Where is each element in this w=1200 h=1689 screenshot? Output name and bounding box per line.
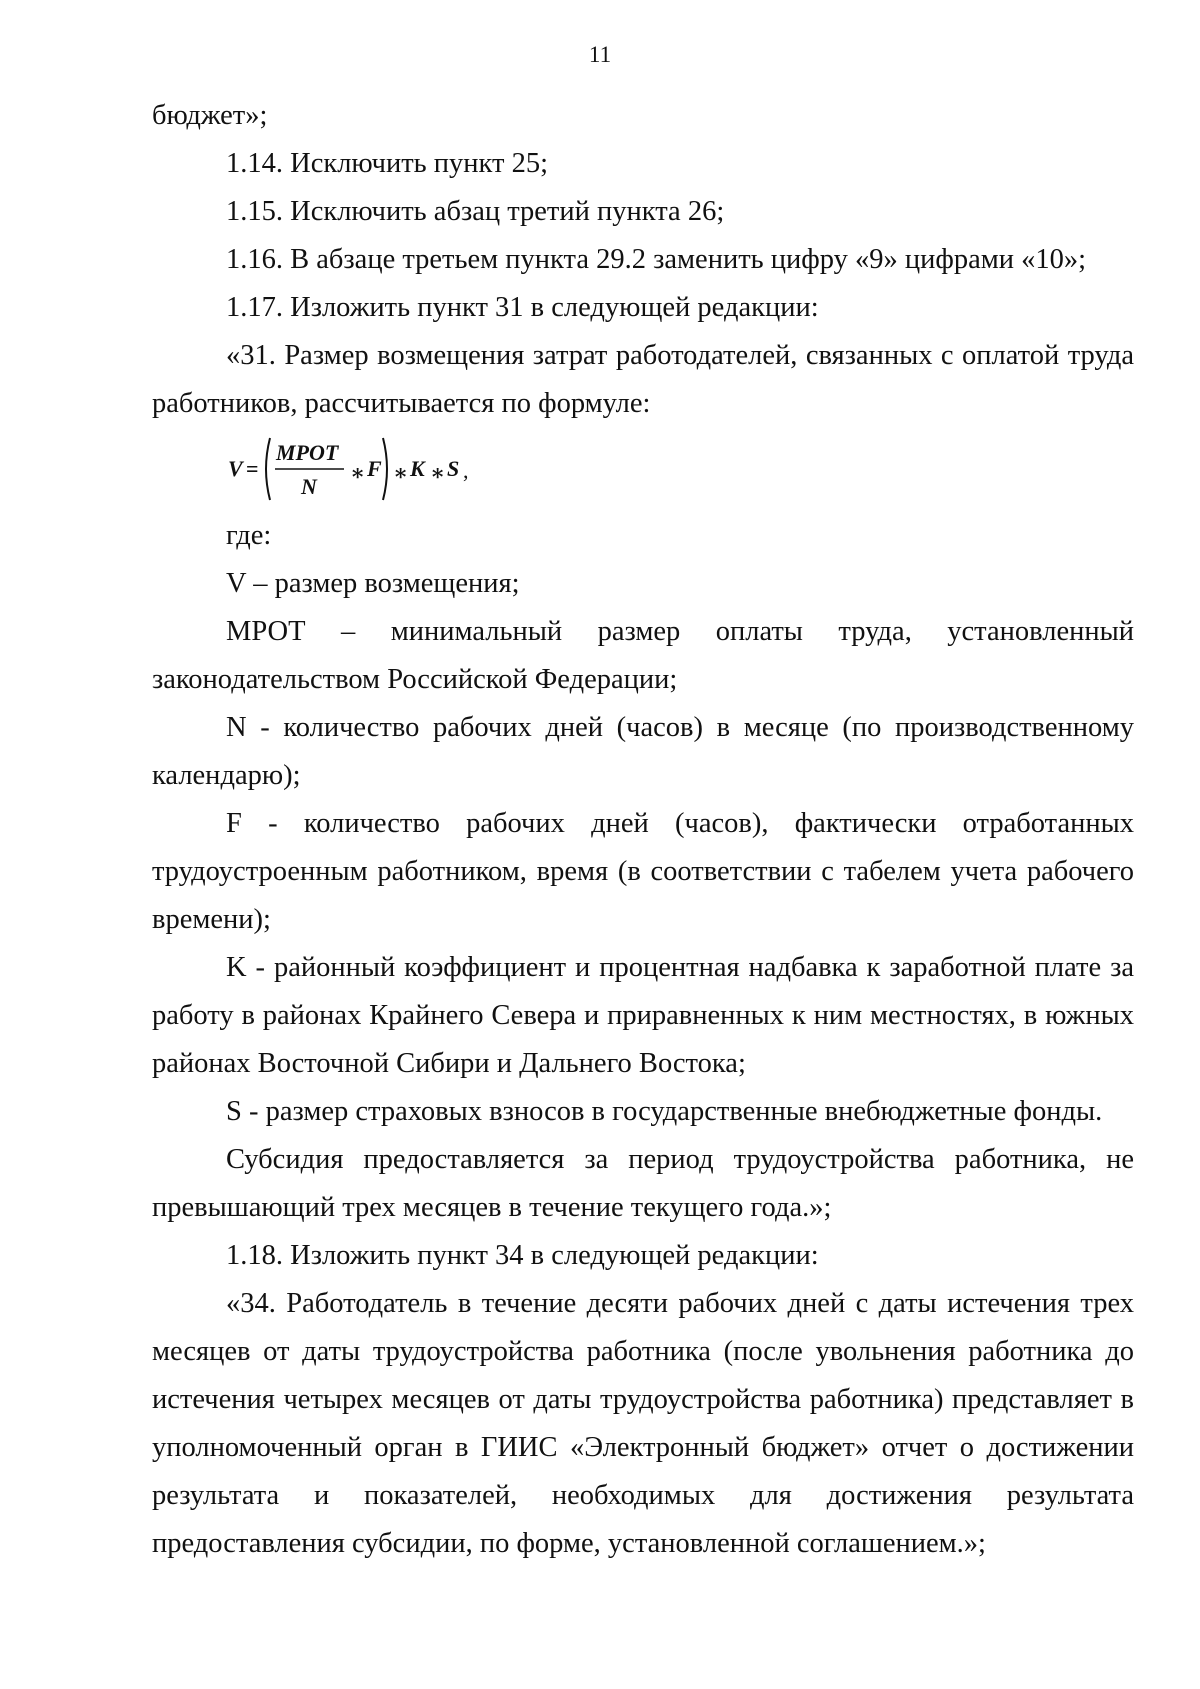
paragraph-1-18: 1.18. Изложить пункт 34 в следующей редакции: <box>226 1240 819 1271</box>
formula-graphic <box>226 432 526 506</box>
formula-left-paren <box>266 438 270 500</box>
formula-k: K <box>410 456 425 481</box>
definition-s: S - размер страховых взносов в государственные внебюджетные фонды. <box>226 1096 1103 1127</box>
paragraph-budget-end: бюджет»; <box>152 100 268 131</box>
formula-multiply-1: ∗ <box>350 460 366 485</box>
page-number: 11 <box>588 42 612 67</box>
definition-mrot: МРОТ – минимальный размер оплаты труда, установленный законодательством Российской Федерации; <box>152 616 1134 695</box>
definition-n: N - количество рабочих дней (часов) в месяце (по производственному календарю); <box>152 712 1134 791</box>
paragraph-34: «34. Работодатель в течение десяти рабочих дней с даты истечения трех месяцев от даты трудоустройства работника (после увольнения работника до истечения четырех месяцев от даты трудоустройства работника) представляет в уполномоченный орган в ГИИС «Электронный бюджет» отчет о достижении результата и показателей, необходимых для достижения результата предоставления субсидии, по форме, установленной соглашением.»; <box>152 1288 1134 1559</box>
formula-lhs: V <box>228 456 243 481</box>
formula-f: F <box>367 456 382 481</box>
paragraph-31: «31. Размер возмещения затрат работодателей, связанных с оплатой труда работников, рассчитывается по формуле: <box>152 340 1134 419</box>
paragraph-1-17: 1.17. Изложить пункт 31 в следующей редакции: <box>226 292 819 323</box>
paragraph-where: где: <box>226 520 272 551</box>
formula-s: S <box>447 456 460 481</box>
formula-trailing-comma: , <box>463 458 469 483</box>
paragraph-subsidy-period: Субсидия предоставляется за период трудоустройства работника, не превышающий трех месяцев в течение текущего года.»; <box>152 1144 1134 1223</box>
paragraph-1-15: 1.15. Исключить абзац третий пункта 26; <box>226 196 725 227</box>
document-body <box>152 92 1134 1568</box>
formula <box>152 432 1134 506</box>
formula-denominator: N <box>301 474 317 499</box>
formula-right-paren <box>383 438 387 500</box>
definition-v: V – размер возмещения; <box>226 568 520 599</box>
formula-multiply-2: ∗ <box>393 460 409 485</box>
formula-equals: = <box>246 456 259 481</box>
paragraph-1-14: 1.14. Исключить пункт 25; <box>226 148 549 179</box>
definition-f: F - количество рабочих дней (часов), фактически отработанных трудоустроенным работником, время (в соответствии с табелем учета рабочего времени); <box>152 808 1134 935</box>
formula-numerator: MPOT <box>276 440 339 465</box>
formula-multiply-3: ∗ <box>430 460 446 485</box>
definition-k: K - районный коэффициент и процентная надбавка к заработной плате за работу в районах Крайнего Севера и приравненных к ним местностях, в южных районах Восточной Сибири и Дальнего Востока; <box>152 952 1134 1079</box>
paragraph-1-16: 1.16. В абзаце третьем пункта 29.2 заменить цифру «9» цифрами «10»; <box>226 244 1087 275</box>
